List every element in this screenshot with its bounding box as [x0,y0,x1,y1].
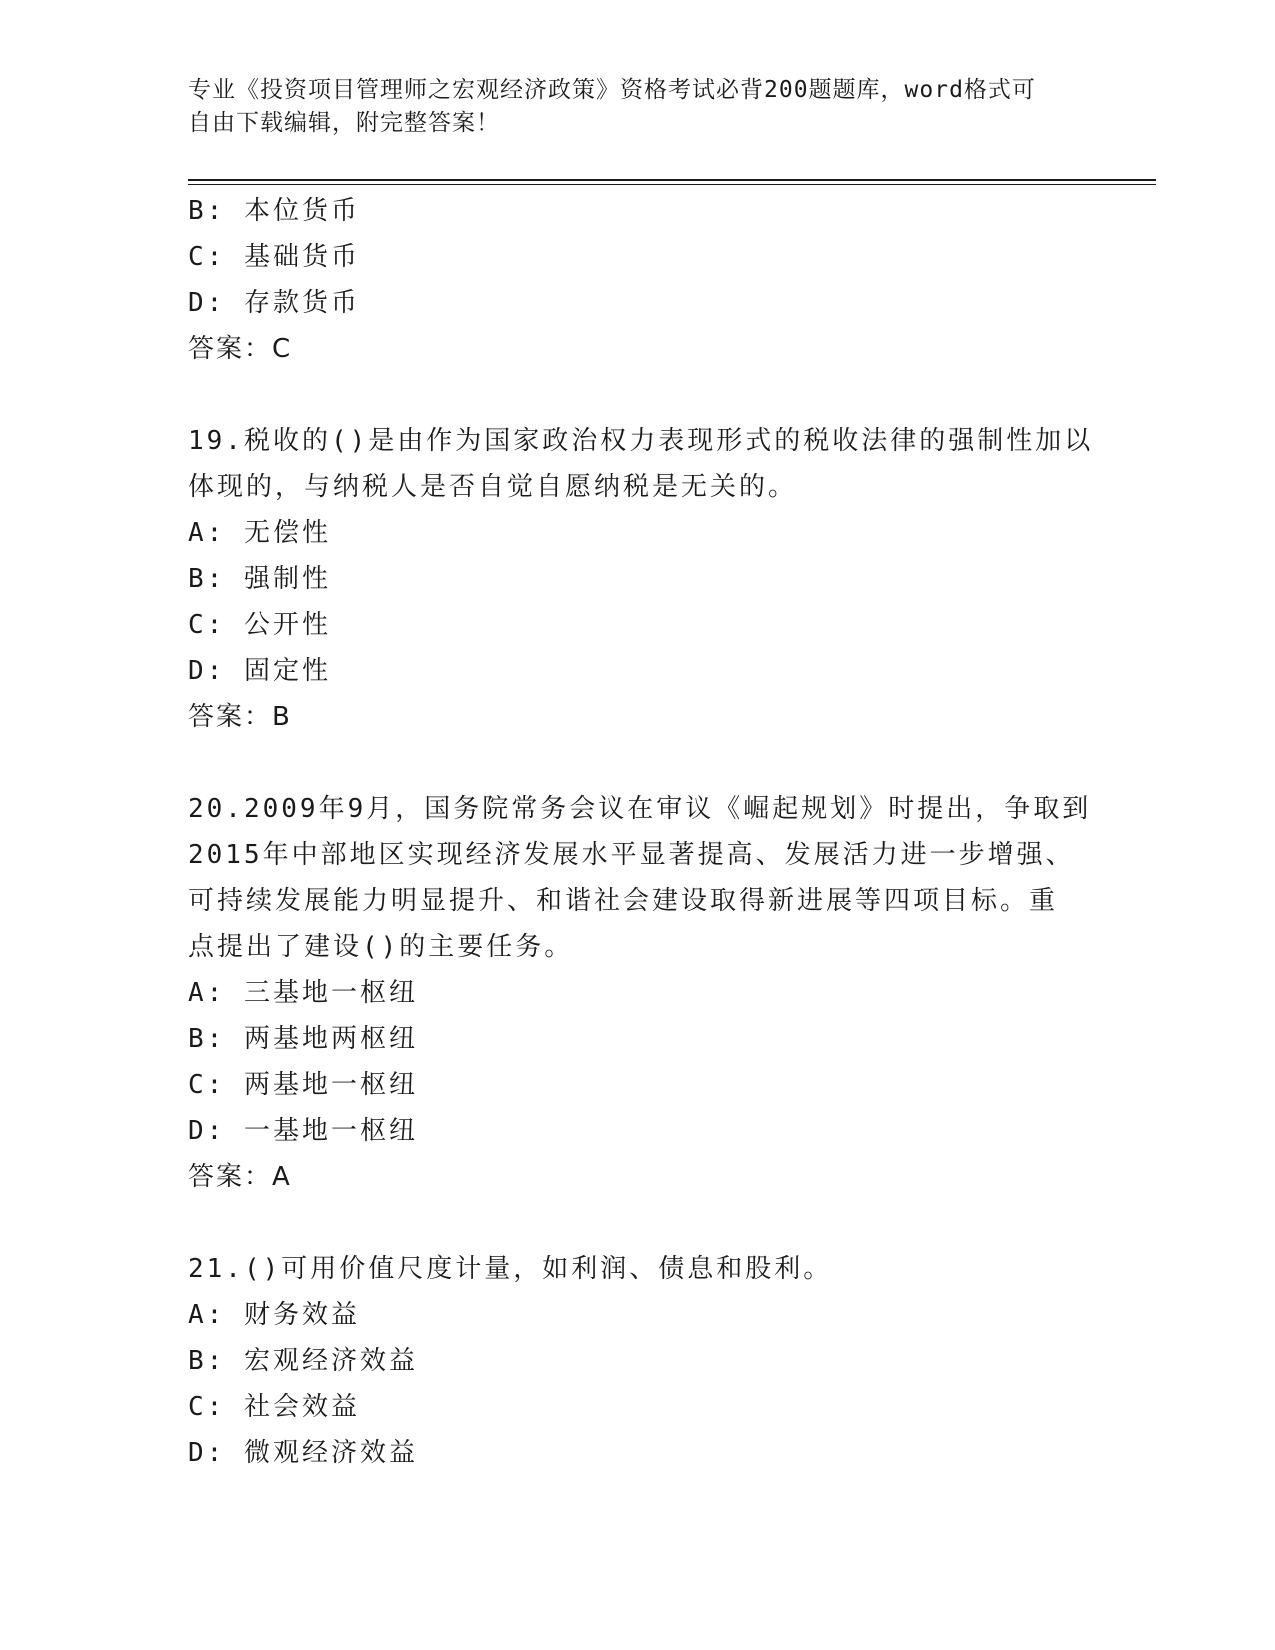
question-18-continued [188,188,1088,372]
option-b: B: 宏观经济效益 [188,1346,418,1376]
answer-line: 答案：A [188,1162,292,1192]
answer-line: 答案：B [188,702,292,732]
answer-line: 答案：C [188,334,293,364]
header-line-2: 自由下载编辑，附完整答案！ [188,110,500,136]
question-stem-line: 点提出了建设()的主要任务。 [188,932,574,962]
document-header [188,74,1078,140]
option-c: C: 两基地一枢纽 [188,1070,418,1100]
option-d: D: 一基地一枢纽 [188,1116,418,1146]
question-20 [188,786,1092,1200]
header-rule-thin [188,184,1156,185]
question-stem-line: 2015年中部地区实现经济发展水平显著提高、发展活力进一步增强、 [188,840,1075,870]
question-stem-line: 20.2009年9月，国务院常务会议在审议《崛起规划》时提出，争取到 [188,794,1092,824]
spacer [188,740,1088,786]
question-stem-line: 19.税收的()是由作为国家政治权力表现形式的税收法律的强制性加以 [188,426,1094,456]
option-c: C: 基础货币 [188,242,360,272]
question-stem-line: 21.()可用价值尺度计量，如利润、债息和股利。 [188,1254,833,1284]
option-a: A: 无偿性 [188,518,331,548]
option-c: C: 公开性 [188,610,331,640]
option-a: A: 财务效益 [188,1300,360,1330]
option-c: C: 社会效益 [188,1392,360,1422]
header-rule-thick [188,179,1156,181]
option-d: D: 固定性 [188,656,331,686]
question-21 [188,1246,1088,1476]
option-d: D: 微观经济效益 [188,1438,418,1468]
spacer [188,1200,1088,1246]
question-stem-line: 体现的，与纳税人是否自觉自愿纳税是无关的。 [188,472,798,502]
option-b: B: 强制性 [188,564,331,594]
question-19 [188,418,1094,740]
option-d: D: 存款货币 [188,288,360,318]
question-list [188,188,1094,1476]
question-stem-line: 可持续发展能力明显提升、和谐社会建设取得新进展等四项目标。重 [188,886,1059,916]
header-line-1: 专业《投资项目管理师之宏观经济政策》资格考试必背200题题库，word格式可 [188,77,1036,103]
spacer [188,372,1088,418]
option-b: B: 本位货币 [188,196,360,226]
option-a: A: 三基地一枢纽 [188,978,418,1008]
option-b: B: 两基地两枢纽 [188,1024,418,1054]
